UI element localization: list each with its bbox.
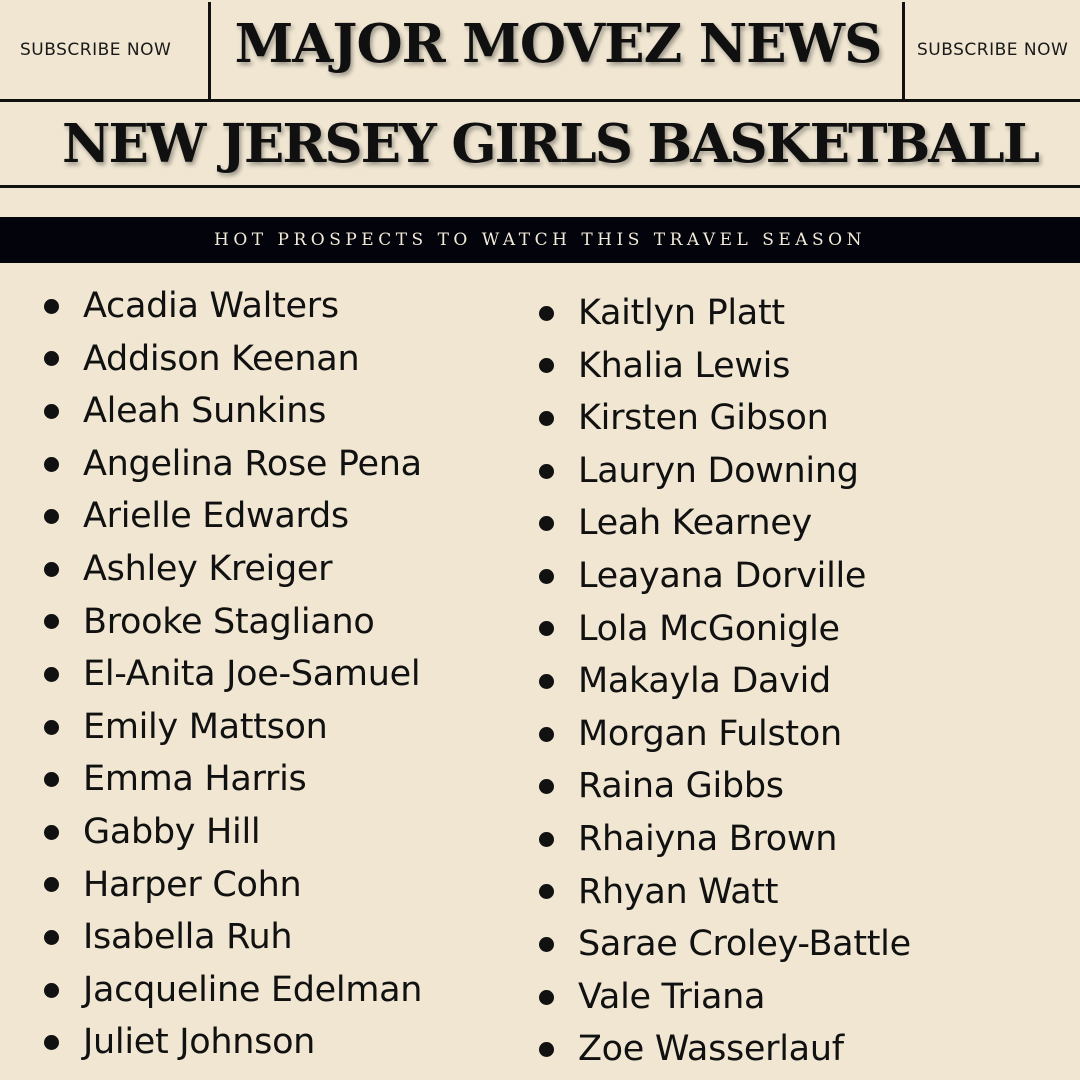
- list-item: [539, 287, 911, 340]
- list-item: [44, 648, 422, 701]
- list-item: [539, 1023, 911, 1076]
- list-item: [44, 333, 422, 386]
- bullet-icon: [44, 351, 59, 366]
- list-item: [44, 490, 422, 543]
- list-item: [539, 918, 911, 971]
- bullet-icon: [539, 990, 554, 1005]
- list-item: [44, 596, 422, 649]
- prospect-name: Aleah Sunkins: [83, 391, 327, 432]
- bullet-icon: [539, 358, 554, 373]
- bullet-icon: [44, 457, 59, 472]
- prospect-name: Zoe Wasserlauf: [578, 1029, 844, 1070]
- bullet-icon: [539, 306, 554, 321]
- prospect-name: Kaitlyn Platt: [578, 293, 785, 333]
- list-item: [539, 971, 911, 1024]
- prospect-name: Angelina Rose Pena: [83, 443, 422, 484]
- list-item: [539, 655, 911, 708]
- prospect-name: Harper Cohn: [83, 864, 302, 905]
- list-item: [539, 708, 911, 761]
- bullet-icon: [44, 562, 59, 577]
- prospect-name: Acadia Walters: [83, 286, 339, 326]
- list-item: [539, 340, 911, 393]
- list-item: [44, 543, 422, 596]
- prospect-name: Gabby Hill: [83, 811, 261, 852]
- masthead-divider-left: [208, 2, 211, 100]
- bullet-icon: [44, 509, 59, 524]
- bullet-icon: [539, 411, 554, 426]
- bullet-icon: [44, 404, 59, 419]
- list-item: [44, 1016, 422, 1069]
- list-item: [44, 859, 422, 912]
- list-item: [539, 550, 911, 603]
- bullet-icon: [44, 772, 59, 787]
- bullet-icon: [539, 727, 554, 742]
- prospect-name: Isabella Ruh: [83, 917, 293, 958]
- subscribe-now-left[interactable]: SUBSCRIBE NOW: [20, 40, 172, 60]
- prospect-name: Juliet Johnson: [83, 1022, 316, 1063]
- bullet-icon: [539, 516, 554, 531]
- prospect-name: Arielle Edwards: [83, 496, 349, 537]
- prospect-name: Sarae Croley-Battle: [578, 924, 911, 965]
- bullet-icon: [539, 832, 554, 847]
- list-item: [44, 701, 422, 754]
- bullet-icon: [539, 1042, 554, 1057]
- bullet-icon: [539, 621, 554, 636]
- prospect-name: Addison Keenan: [83, 338, 360, 379]
- bullet-icon: [44, 983, 59, 998]
- prospect-name: Jacqueline Edelman: [83, 969, 423, 1010]
- prospect-name: El-Anita Joe-Samuel: [83, 654, 421, 695]
- list-item: [539, 392, 911, 445]
- prospect-name: Raina Gibbs: [578, 766, 784, 807]
- prospect-name: Rhaiyna Brown: [578, 818, 838, 859]
- bullet-icon: [44, 1035, 59, 1050]
- list-item: [44, 753, 422, 806]
- list-item: [539, 497, 911, 550]
- bullet-icon: [539, 937, 554, 952]
- bullet-icon: [539, 674, 554, 689]
- list-item: [44, 280, 422, 333]
- bullet-icon: [539, 464, 554, 479]
- section-banner: HOT PROSPECTS TO WATCH THIS TRAVEL SEASON: [0, 217, 1080, 263]
- prospect-name: Ashley Kreiger: [83, 548, 333, 589]
- publication-title: MAJOR MOVEZ NEWS: [234, 13, 882, 75]
- prospect-name: Leayana Dorville: [578, 555, 867, 596]
- bullet-icon: [539, 779, 554, 794]
- prospect-name: Makayla David: [578, 661, 831, 702]
- bullet-icon: [44, 720, 59, 735]
- bullet-icon: [44, 930, 59, 945]
- bullet-icon: [44, 299, 59, 314]
- list-item: [539, 813, 911, 866]
- masthead-rule-bottom: [0, 99, 1080, 102]
- subscribe-now-right[interactable]: SUBSCRIBE NOW: [917, 40, 1069, 60]
- prospect-list-left: [44, 280, 422, 1069]
- list-item: [539, 866, 911, 919]
- bullet-icon: [539, 569, 554, 584]
- prospect-name: Vale Triana: [578, 976, 766, 1017]
- list-item: [539, 603, 911, 656]
- list-item: [44, 911, 422, 964]
- page-headline: NEW JERSEY GIRLS BASKETBALL: [62, 113, 1038, 175]
- prospect-name: Emily Mattson: [83, 706, 328, 747]
- list-item: [539, 760, 911, 813]
- bullet-icon: [44, 667, 59, 682]
- prospect-name: Rhyan Watt: [578, 871, 779, 912]
- bullet-icon: [44, 877, 59, 892]
- prospect-list-right: [539, 287, 911, 1076]
- prospect-name: Lola McGonigle: [578, 608, 840, 649]
- list-item: [44, 438, 422, 491]
- list-item: [539, 445, 911, 498]
- bullet-icon: [539, 884, 554, 899]
- bullet-icon: [44, 825, 59, 840]
- list-item: [44, 964, 422, 1017]
- bullet-icon: [44, 614, 59, 629]
- prospect-name: Khalia Lewis: [578, 345, 791, 386]
- prospect-name: Emma Harris: [83, 759, 307, 800]
- headline-rule-bottom: [0, 185, 1080, 188]
- prospect-name: Morgan Fulston: [578, 713, 842, 754]
- list-item: [44, 806, 422, 859]
- prospect-name: Kirsten Gibson: [578, 398, 829, 439]
- prospect-name: Lauryn Downing: [578, 450, 859, 491]
- list-item: [44, 385, 422, 438]
- prospect-name: Brooke Stagliano: [83, 601, 375, 642]
- prospect-name: Leah Kearney: [578, 503, 812, 544]
